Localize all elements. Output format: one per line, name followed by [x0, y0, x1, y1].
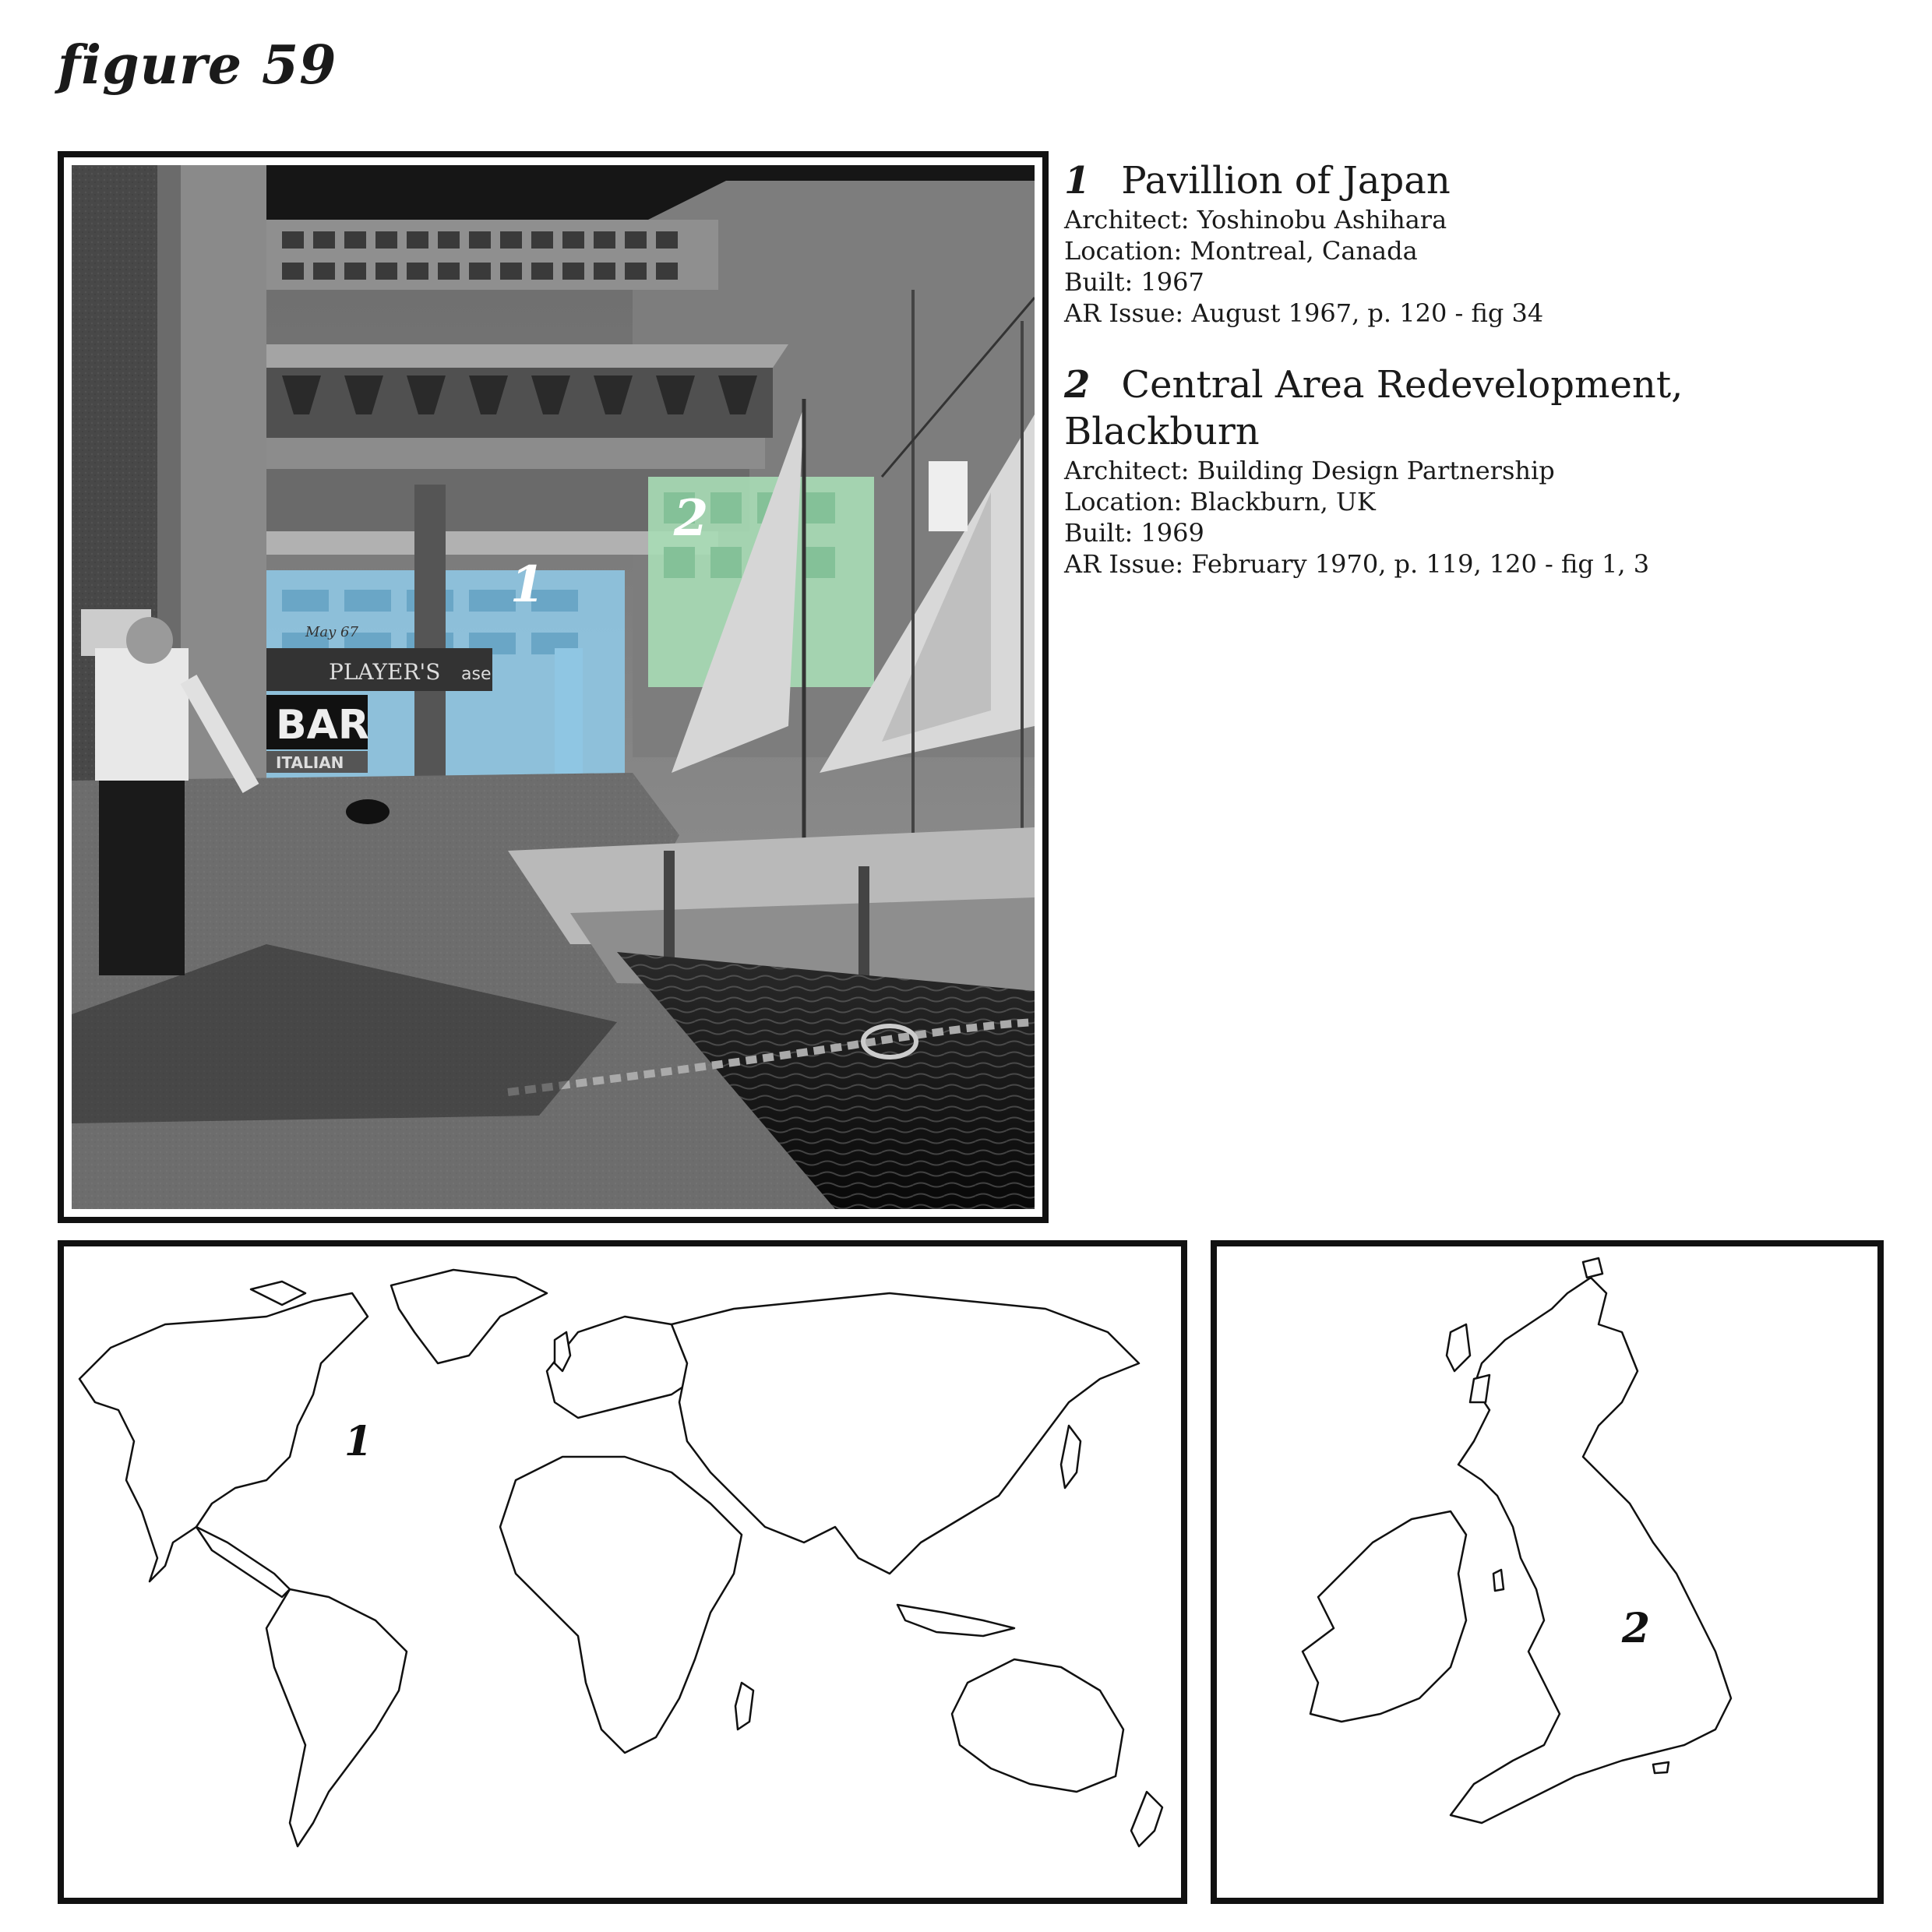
- world-map-marker-1: 1: [344, 1418, 373, 1465]
- ireland-outline: [1303, 1511, 1466, 1722]
- entry-1-location: Location: Montreal, Canada: [1064, 236, 1418, 266]
- entry-2-title-line-1: Central Area Redevelopment,: [1121, 363, 1683, 407]
- entry-1-title: Pavillion of Japan: [1121, 159, 1451, 203]
- archival-photo: [72, 165, 1035, 1209]
- ease-sign: ase: [461, 665, 492, 684]
- entry-2-heading: [1064, 361, 1890, 408]
- entry-1-built: Built: 1967: [1064, 267, 1204, 297]
- north-america-outline: [79, 1293, 368, 1581]
- entry-2-architect: Architect: Building Design Partnership: [1064, 456, 1555, 485]
- greenland-outline: [391, 1270, 547, 1363]
- south-america-outline: [266, 1589, 407, 1846]
- madagascar-outline: [735, 1683, 753, 1729]
- hebrides-outline: [1447, 1324, 1470, 1371]
- entry-1-number: 1: [1064, 159, 1091, 203]
- uk-map-frame: [1211, 1240, 1884, 1904]
- bar-sign: BAR: [276, 702, 369, 749]
- entry-2-built: Built: 1969: [1064, 518, 1204, 548]
- indonesia-outline: [897, 1605, 1014, 1636]
- handwritten-note: May 67: [305, 624, 358, 640]
- new-zealand-outline: [1131, 1792, 1162, 1846]
- great-britain-outline: [1451, 1278, 1731, 1823]
- orkney-outline: [1583, 1258, 1602, 1278]
- players-sign: PLAYER'S: [329, 659, 441, 685]
- entry-2-ar-issue: AR Issue: February 1970, p. 119, 120 - fig 1, 3: [1064, 549, 1650, 579]
- arctic-islands-outline: [251, 1282, 305, 1305]
- entry-2: [1064, 361, 1890, 580]
- australia-outline: [952, 1659, 1123, 1792]
- entry-1-heading: [1064, 157, 1890, 204]
- japan-outline: [1061, 1426, 1081, 1488]
- photo-frame: [58, 151, 1049, 1223]
- figure-title: figure 59: [58, 34, 337, 97]
- uk-ireland-map: [1217, 1246, 1877, 1898]
- isle-of-wight-outline: [1653, 1762, 1669, 1773]
- world-map-frame: [58, 1240, 1187, 1904]
- photo-marker-1: 1: [509, 555, 545, 614]
- italian-sign: ITALIAN: [276, 753, 344, 772]
- entry-1: [1064, 157, 1890, 329]
- isle-of-man-outline: [1493, 1570, 1504, 1591]
- africa-outline: [500, 1457, 742, 1753]
- entry-2-location: Location: Blackburn, UK: [1064, 487, 1376, 516]
- entry-2-number: 2: [1064, 363, 1091, 407]
- entry-1-ar-issue: AR Issue: August 1967, p. 120 - fig 34: [1064, 298, 1544, 328]
- entry-2-title-line-2: Blackburn: [1064, 410, 1260, 453]
- uk-map-marker-2: 2: [1621, 1605, 1651, 1652]
- central-america-outline: [196, 1527, 290, 1597]
- photo-marker-2: 2: [673, 489, 709, 548]
- entry-1-architect: Architect: Yoshinobu Ashihara: [1064, 205, 1447, 234]
- world-map: [64, 1246, 1181, 1898]
- skye-outline: [1470, 1375, 1490, 1402]
